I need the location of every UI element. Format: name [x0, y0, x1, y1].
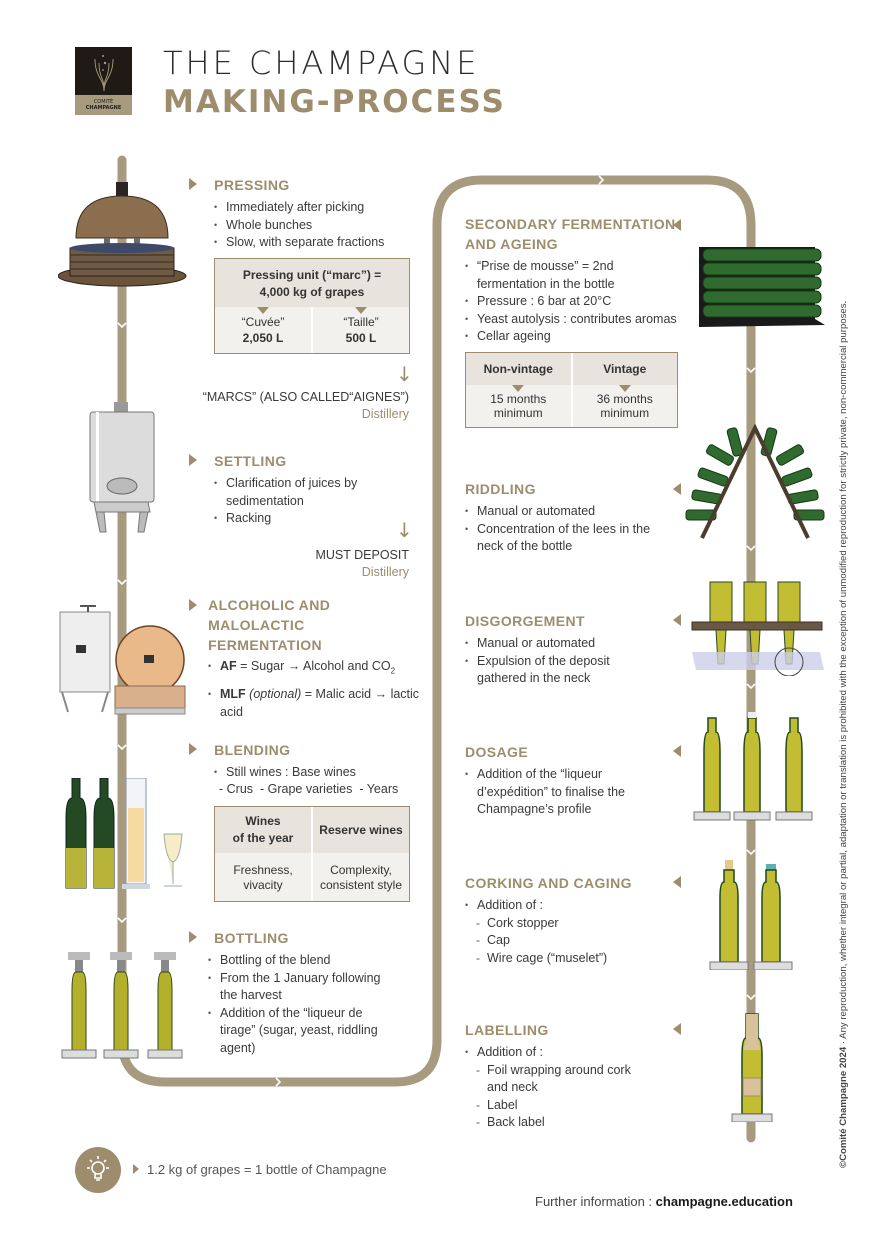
tip-text: 1.2 kg of grapes = 1 bottle of Champagne [147, 1162, 387, 1177]
riddling-rack-illustration [684, 422, 826, 540]
bullet: • Manual or automated [465, 635, 635, 653]
bullet: • Racking [214, 510, 384, 528]
bullet: • Cellar ageing [465, 328, 695, 346]
col-header: Non-vintage [466, 353, 571, 385]
dosage-bullets [465, 766, 645, 819]
box-header-line2: 4,000 kg of grapes [259, 285, 365, 299]
col-header: Vintage [573, 353, 678, 385]
pressing-byproduct [180, 389, 409, 423]
step-arrow-icon [673, 614, 681, 626]
pressing-box-header [215, 259, 409, 307]
ageing-box [465, 352, 678, 428]
cell-label: “Cuvée” [241, 315, 285, 329]
step-fermentation [189, 595, 330, 655]
pressing-box-body [215, 307, 409, 353]
sub-bullet: - Cork stopper [465, 915, 665, 933]
title-line: MALOLACTIC [208, 617, 305, 633]
disgorgement-illustration [690, 580, 826, 676]
riddling-bullets [465, 503, 655, 556]
taille-cell [311, 307, 409, 353]
settling-byproduct [240, 547, 409, 581]
step-secondary-fermentation [465, 214, 690, 254]
step-corking-caging: CORKING AND CAGING [465, 875, 632, 891]
title-line: FERMENTATION [208, 637, 323, 653]
bullet: • “Prise de mousse” = 2nd fermentation in the bottle [465, 258, 652, 293]
step-arrow-icon [673, 483, 681, 495]
vintage-col [571, 353, 678, 427]
pressing-bullets [214, 199, 414, 252]
secondary-bullets [465, 258, 695, 346]
bullet: • Still wines : Base wines [214, 764, 414, 782]
title-line: ALCOHOLIC AND [208, 597, 331, 613]
step-labelling: LABELLING [465, 1022, 549, 1038]
byproduct-label: MUST DEPOSIT [315, 548, 409, 562]
col-body [573, 385, 678, 427]
settling-bullets [214, 475, 384, 528]
copyright-notice [838, 301, 849, 1168]
sub-bullet: - Back label [465, 1114, 650, 1132]
step-arrow-icon [673, 219, 681, 231]
wine-press-illustration [58, 178, 190, 293]
step-riddling: RIDDLING [465, 481, 536, 497]
sub-bullet: - Label [465, 1097, 650, 1115]
step-title: BOTTLING [214, 930, 289, 946]
lightbulb-icon [75, 1147, 121, 1193]
body-line: 15 months [490, 392, 547, 406]
fermentation-vats-illustration [58, 600, 188, 718]
mlf-bullet [208, 686, 423, 721]
body-line: 36 months [596, 392, 653, 406]
bullet: • Expulsion of the deposit gathered in the neck [465, 653, 635, 688]
step-arrow-icon [189, 599, 197, 611]
bullet: • Pressure : 6 bar at 20°C [465, 293, 695, 311]
logo-line2: CHAMPAGNE [85, 105, 122, 111]
blending-box [214, 806, 410, 902]
down-triangle-icon [619, 385, 631, 392]
down-arrow-icon: ↓ [396, 362, 413, 386]
bullet: • From the 1 January following the harvest [208, 970, 398, 1005]
sub-bullet: - Wire cage (“muselet”) [465, 950, 665, 968]
bullet: • Yeast autolysis : contributes aromas [465, 311, 695, 329]
body-line: Complexity, [330, 863, 392, 877]
mlf-text: = Malic acid → lactic acid [220, 687, 420, 719]
cuvee-cell [215, 307, 311, 353]
col-body [313, 853, 409, 901]
col-body [466, 385, 571, 427]
step-pressing [189, 175, 290, 195]
body-line: Freshness, [233, 863, 293, 877]
logo-line1: COMITÉ [93, 99, 114, 105]
bullet: • Addition of : [465, 897, 665, 915]
step-title: BLENDING [214, 742, 291, 758]
step-arrow-icon [673, 876, 681, 888]
step-arrow-icon [189, 454, 197, 466]
cell-value: 2,050 L [242, 331, 284, 345]
step-arrow-icon [673, 745, 681, 757]
wines-of-year-col [215, 807, 311, 901]
bullet: • Concentration of the lees in the neck of the bottle [465, 521, 655, 556]
further-info-label: Further information : [535, 1194, 656, 1209]
down-triangle-icon [512, 385, 524, 392]
blending-bullets [214, 764, 414, 782]
tip-arrow-icon [133, 1164, 139, 1174]
step-title: PRESSING [214, 177, 290, 193]
sub-bullet: - Foil wrapping around cork and neck [465, 1062, 650, 1097]
pressing-unit-box [214, 258, 410, 354]
bottle-1 [62, 952, 96, 1058]
title-line: SECONDARY FERMENTATION [465, 216, 676, 232]
further-info-link[interactable]: champagne.education [655, 1194, 793, 1209]
byproduct-destination: Distillery [361, 407, 409, 421]
labelled-bottle-illustration [730, 1010, 774, 1122]
header-line: of the year [232, 831, 294, 845]
col-body [215, 853, 311, 901]
body-line: vivacity [243, 878, 283, 892]
step-arrow-icon [189, 931, 197, 943]
step-arrow-icon [189, 178, 197, 190]
bullet: • Whole bunches [214, 217, 414, 235]
cell-value: 500 L [345, 331, 377, 345]
bottle-2 [104, 952, 138, 1058]
bullet: • Addition of the “liqueur de tirage” (sugar, yeast, riddling agent) [208, 1005, 398, 1058]
bullet: • Addition of : [465, 1044, 650, 1062]
col-header: Reserve wines [313, 807, 409, 853]
bullet: • Bottling of the blend [208, 952, 398, 970]
title-line: AND AGEING [465, 236, 558, 252]
bullet: • Manual or automated [465, 503, 655, 521]
non-vintage-col [466, 353, 571, 427]
reserve-wines-col [311, 807, 409, 901]
bottling-bottles-illustration [58, 950, 190, 1064]
byproduct-label: “MARCS” (ALSO CALLED“AIGNES”) [202, 390, 409, 404]
bullet: • Immediately after picking [214, 199, 414, 217]
byproduct-destination: Distillery [361, 565, 409, 579]
corking-bottles-illustration [708, 858, 806, 970]
sub-bullet: - Cap [465, 932, 665, 950]
step-title [208, 595, 330, 655]
mlf-optional: (optional) [249, 687, 302, 701]
body-line: minimum [600, 406, 650, 420]
header-line: Wines [245, 814, 281, 828]
step-disgorgement: DISGORGEMENT [465, 613, 585, 629]
disgorgement-bullets [465, 635, 635, 688]
blending-bottles-cylinder-illustration [60, 778, 190, 892]
body-line: consistent style [319, 878, 403, 892]
step-title: SETTLING [214, 453, 287, 469]
down-triangle-icon [257, 307, 269, 314]
labelling-bullets [465, 1044, 650, 1132]
box-header-line1: Pressing unit (“marc”) = [242, 268, 382, 282]
af-sub: 2 [390, 666, 396, 676]
mlf-abbr: MLF [220, 687, 246, 701]
dosage-bottles-illustration [692, 712, 824, 822]
corking-bullets [465, 897, 665, 967]
af-abbr: AF [220, 659, 237, 673]
step-bottling [189, 928, 289, 948]
further-info [535, 1194, 793, 1209]
bullet: • Addition of the “liqueur d’expédition” to finalise the Champagne’s profile [465, 766, 645, 819]
step-settling [189, 451, 287, 471]
bullet: • Clarification of juices by sedimentation [214, 475, 384, 510]
af-text: = Sugar → Alcohol and CO [240, 659, 391, 673]
copyright-holder: ©Comité Champagne 2024 [838, 1046, 849, 1168]
blending-subline: - Crus - Grape varieties - Years [219, 782, 399, 796]
step-arrow-icon [189, 743, 197, 755]
page-title-line1: THE CHAMPAGNE [163, 44, 480, 82]
bottling-bullets [208, 952, 398, 1057]
col-header [215, 807, 311, 853]
fermentation-bullets [208, 658, 423, 721]
step-dosage: DOSAGE [465, 744, 529, 760]
bottle-3 [148, 952, 182, 1058]
down-arrow-icon: ↓ [396, 518, 413, 542]
bullet: • Slow, with separate fractions [214, 234, 414, 252]
settling-tank-illustration [88, 402, 158, 534]
body-line: minimum [493, 406, 543, 420]
cellar-bottle-stack-illustration [695, 243, 830, 333]
step-blending [189, 740, 290, 760]
af-bullet [208, 658, 423, 680]
cell-label: “Taille” [343, 315, 379, 329]
down-triangle-icon [355, 307, 367, 314]
step-arrow-icon [673, 1023, 681, 1035]
copyright-text: · Any reproduction, whether integral or partial, adaptation or translation is prohibited with the exception of unmodified reproduction for strictly private, non-commercial purposes. [838, 300, 849, 1047]
page-title-line2: MAKING-PROCESS [163, 84, 506, 120]
